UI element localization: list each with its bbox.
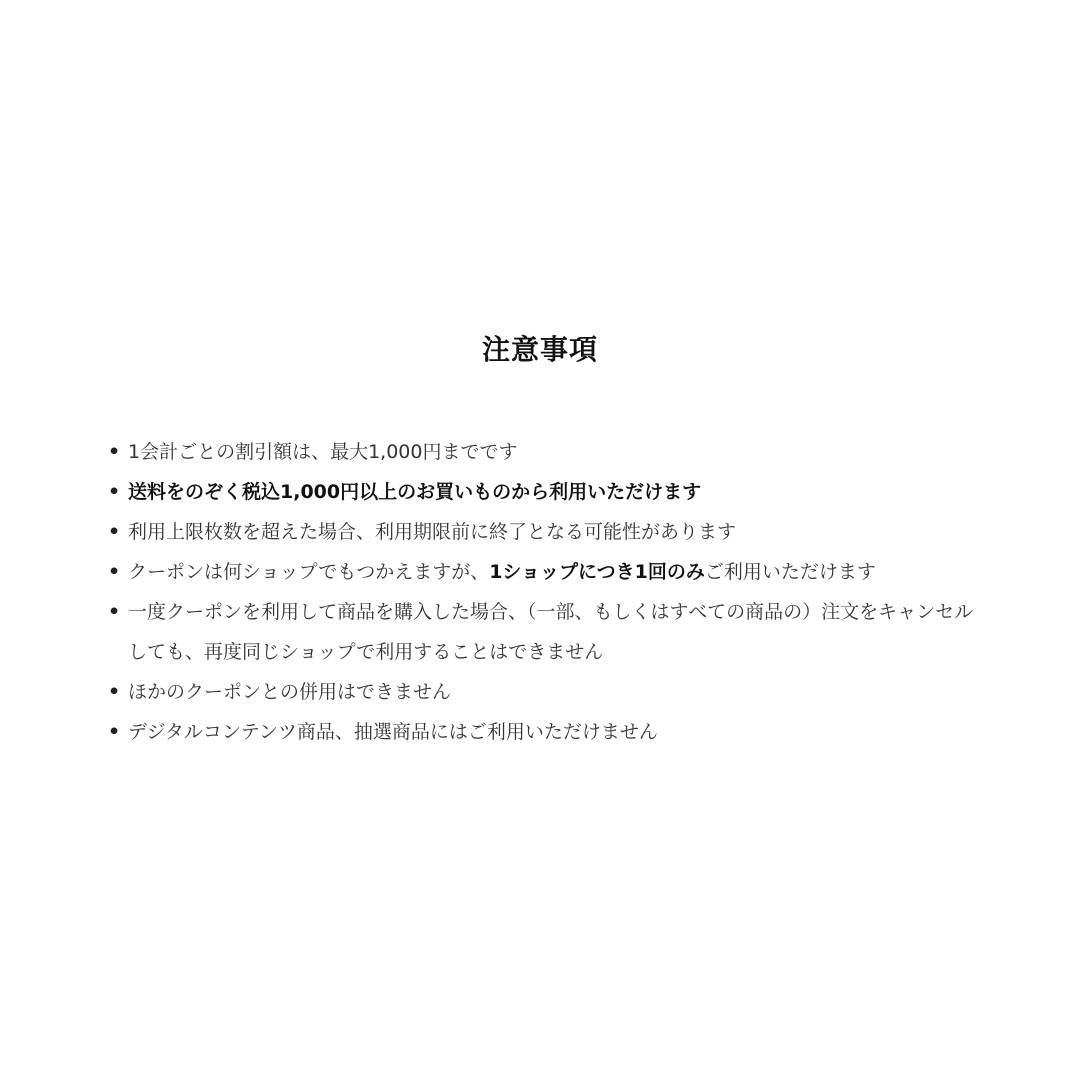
list-item-text: ほかのクーポンとの併用はできません <box>128 681 452 703</box>
list-item-text: 利用上限枚数を超えた場合、利用期限前に終了となる可能性があります <box>128 521 737 543</box>
list-item-text-before: クーポンは何ショップでもつかえますが、 <box>128 561 490 583</box>
list-item <box>108 512 978 552</box>
list-item-emphasis: 1ショップにつき1回のみ <box>489 561 705 583</box>
list-item-text: 一度クーポンを利用して商品を購入した場合、（一部、もしくはすべての商品の）注文をキャンセルしても、再度同じショップで利用することはできません <box>128 601 974 663</box>
list-item-text: 1会計ごとの割引額は、最大1,000円までです <box>128 441 518 463</box>
notice-list <box>108 432 978 752</box>
bullet-marker: • <box>108 441 121 463</box>
bullet-marker: • <box>108 721 121 743</box>
bullet-marker: • <box>108 561 121 583</box>
list-item <box>108 712 978 752</box>
bullet-marker: • <box>108 681 121 703</box>
list-item-text-after: ご利用いただけます <box>704 561 876 583</box>
bullet-marker: • <box>108 481 121 503</box>
notice-section <box>0 328 1080 743</box>
list-item <box>108 592 978 672</box>
list-item <box>108 472 978 512</box>
bullet-marker: • <box>108 521 121 543</box>
list-item <box>108 552 978 592</box>
list-item-text: デジタルコンテンツ商品、抽選商品にはご利用いただけません <box>128 721 658 743</box>
list-item-text: 送料をのぞく税込1,000円以上のお買いものから利用いただけます <box>128 481 702 503</box>
bullet-marker: • <box>108 601 121 623</box>
list-item <box>108 432 978 472</box>
page-title: 注意事項 <box>481 333 598 366</box>
list-item <box>108 672 978 712</box>
